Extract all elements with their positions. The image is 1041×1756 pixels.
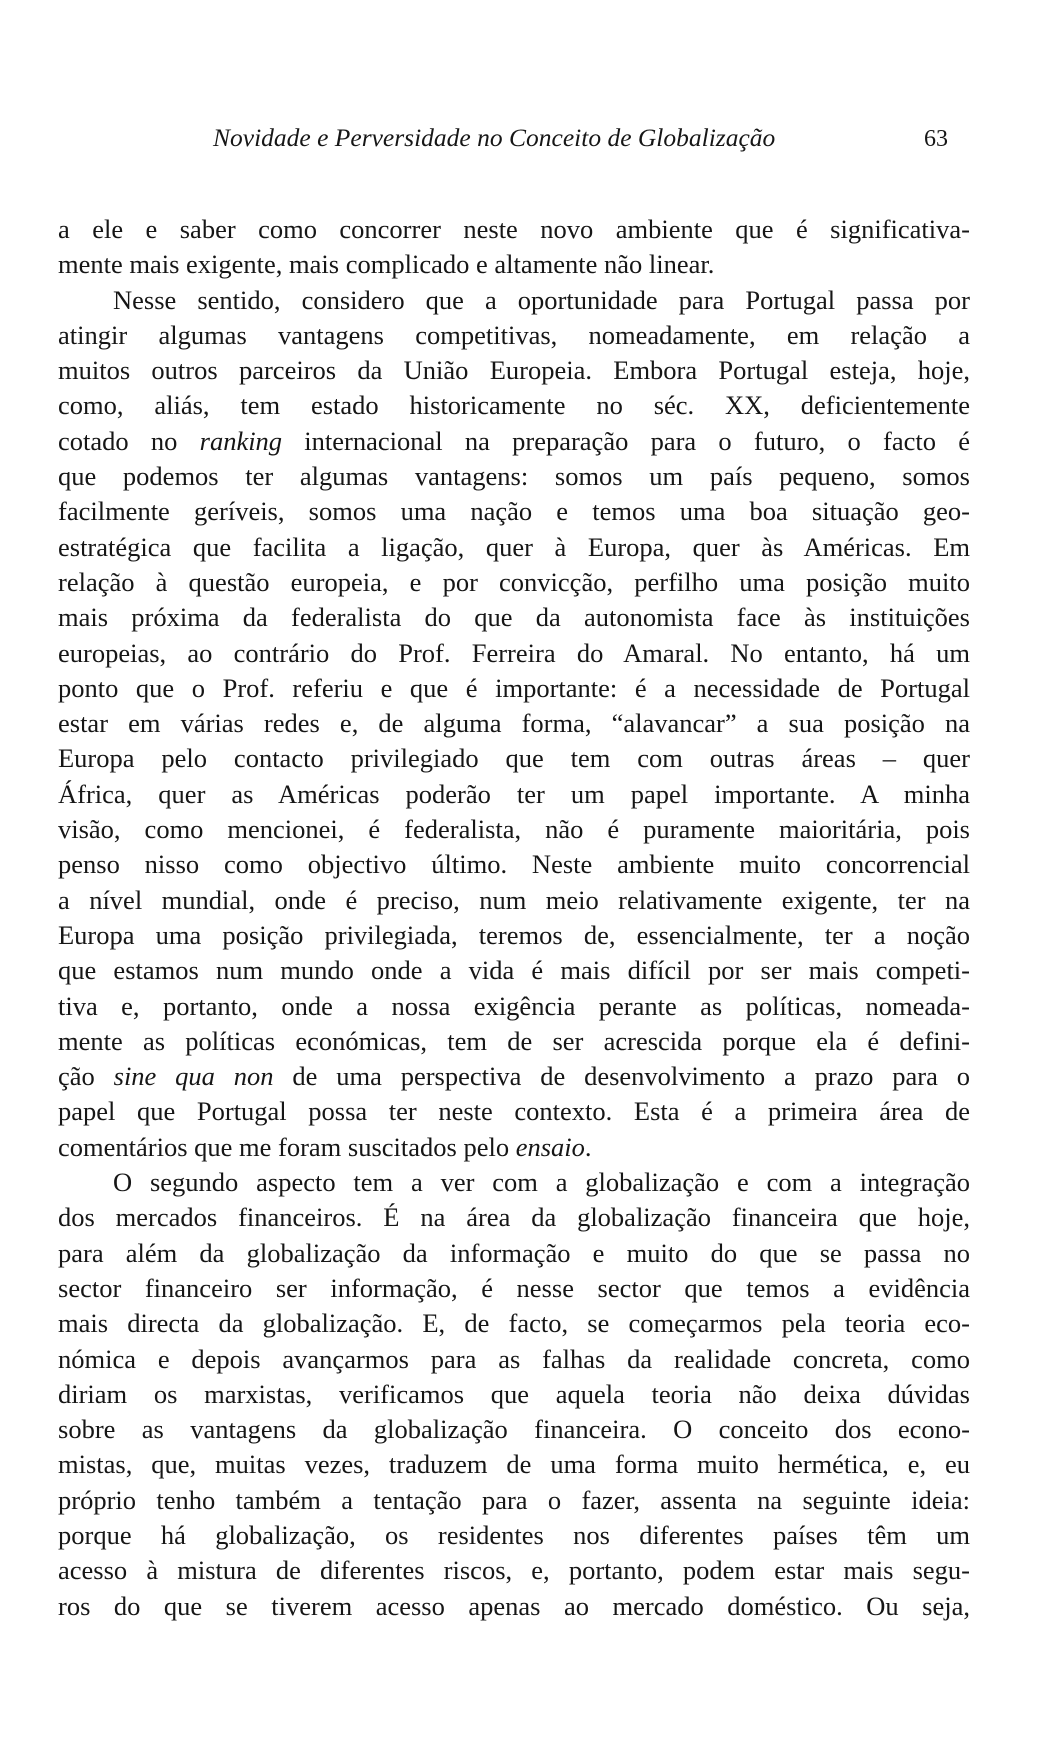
text-line bbox=[58, 847, 970, 882]
text-line bbox=[58, 812, 970, 847]
text-segment: acesso à mistura de diferentes riscos, e, portanto, podem estar mais segu- bbox=[58, 1555, 970, 1586]
text-segment: tiva e, portanto, onde a nossa exigência perante as políticas, nomeada- bbox=[58, 990, 970, 1021]
text-line bbox=[58, 1236, 970, 1271]
text-segment: nómica e depois avançarmos para as falhas da realidade concreta, como bbox=[58, 1343, 970, 1374]
text-segment: como, aliás, tem estado historicamente no séc. XX, deficientemente bbox=[58, 390, 970, 421]
text-line bbox=[58, 212, 970, 247]
text-segment: dos mercados financeiros. É na área da globalização financeira que hoje, bbox=[58, 1202, 970, 1233]
text-line bbox=[58, 706, 970, 741]
text-line bbox=[58, 883, 970, 918]
text-line bbox=[58, 1094, 970, 1129]
text-segment: cotado no bbox=[58, 425, 200, 456]
text-segment: papel que Portugal possa ter neste contexto. Esta é a primeira área de bbox=[58, 1096, 970, 1127]
text-segment: sobre as vantagens da globalização financeira. O conceito dos econo- bbox=[58, 1414, 970, 1445]
text-line bbox=[58, 388, 970, 423]
text-segment: comentários que me foram suscitados pelo bbox=[58, 1131, 516, 1162]
text-segment: mais directa da globalização. E, de facto, se começarmos pela teoria eco- bbox=[58, 1308, 970, 1339]
text-line bbox=[58, 1447, 970, 1482]
text-segment: ros do que se tiverem acesso apenas ao mercado doméstico. Ou seja, bbox=[58, 1590, 970, 1621]
text-segment: facilmente geríveis, somos uma nação e temos uma boa situação geo- bbox=[58, 496, 970, 527]
text-line bbox=[58, 1059, 970, 1094]
text-line bbox=[58, 1130, 970, 1165]
text-segment: estar em várias redes e, de alguma forma, “alavancar” a sua posição na bbox=[58, 708, 970, 739]
text-segment: europeias, ao contrário do Prof. Ferreira do Amaral. No entanto, há um bbox=[58, 637, 970, 668]
running-title: Novidade e Perversidade no Conceito de Globalização bbox=[213, 123, 776, 152]
text-line bbox=[58, 1271, 970, 1306]
running-head bbox=[0, 118, 1041, 158]
text-line bbox=[58, 1024, 970, 1059]
text-segment: internacional na preparação para o futuro, o facto é bbox=[282, 425, 970, 456]
text-line bbox=[58, 1553, 970, 1588]
text-segment: O segundo aspecto tem a ver com a globalização e com a integração bbox=[113, 1167, 970, 1198]
text-segment: estratégica que facilita a ligação, quer à Europa, quer às Américas. Em bbox=[58, 531, 970, 562]
text-line bbox=[58, 989, 970, 1024]
text-segment: a nível mundial, onde é preciso, num meio relativamente exigente, ter na bbox=[58, 884, 970, 915]
text-segment: sector financeiro ser informação, é nesse sector que temos a evidência bbox=[58, 1272, 970, 1303]
text-line bbox=[58, 318, 970, 353]
text-segment: mente as políticas económicas, tem de ser acrescida porque ela é defini- bbox=[58, 1025, 970, 1056]
text-line bbox=[58, 1377, 970, 1412]
text-line bbox=[58, 283, 970, 318]
text-segment: próprio tenho também a tentação para o fazer, assenta na seguinte ideia: bbox=[58, 1484, 970, 1515]
italic-text: ensaio bbox=[515, 1131, 585, 1162]
text-line bbox=[58, 1306, 970, 1341]
text-line bbox=[58, 1165, 970, 1200]
text-segment: mistas, que, muitas vezes, traduzem de uma forma muito hermética, e, eu bbox=[58, 1449, 970, 1480]
text-segment: muitos outros parceiros da União Europeia. Embora Portugal esteja, hoje, bbox=[58, 355, 970, 386]
text-line bbox=[58, 671, 970, 706]
text-line bbox=[58, 565, 970, 600]
text-line bbox=[58, 424, 970, 459]
text-line bbox=[58, 918, 970, 953]
text-line bbox=[58, 600, 970, 635]
text-line bbox=[58, 1200, 970, 1235]
text-segment: Nesse sentido, considero que a oportunidade para Portugal passa por bbox=[113, 284, 970, 315]
text-line bbox=[58, 247, 970, 282]
text-segment: para além da globalização da informação e muito do que se passa no bbox=[58, 1237, 970, 1268]
text-segment: mais próxima da federalista do que da autonomista face às instituições bbox=[58, 602, 970, 633]
text-line bbox=[58, 636, 970, 671]
text-line bbox=[58, 741, 970, 776]
text-segment: relação à questão europeia, e por convicção, perfilho uma posição muito bbox=[58, 566, 970, 597]
text-segment: diriam os marxistas, verificamos que aquela teoria não deixa dúvidas bbox=[58, 1378, 970, 1409]
text-segment: ponto que o Prof. referiu e que é importante: é a necessidade de Portugal bbox=[58, 672, 970, 703]
text-segment: a ele e saber como concorrer neste novo ambiente que é significativa- bbox=[58, 214, 970, 244]
text-line bbox=[58, 494, 970, 529]
page-number: 63 bbox=[924, 126, 948, 152]
text-line bbox=[58, 953, 970, 988]
text-segment: que estamos num mundo onde a vida é mais difícil por ser mais competi- bbox=[58, 955, 970, 986]
text-segment: África, quer as Américas poderão ter um papel importante. A minha bbox=[58, 778, 970, 809]
body-text bbox=[58, 212, 970, 1624]
text-line bbox=[58, 1412, 970, 1447]
text-line bbox=[58, 353, 970, 388]
text-segment: Europa uma posição privilegiada, teremos de, essencialmente, ter a noção bbox=[58, 919, 970, 950]
text-segment: que podemos ter algumas vantagens: somos um país pequeno, somos bbox=[58, 461, 970, 492]
text-segment: de uma perspectiva de desenvolvimento a prazo para o bbox=[273, 1061, 970, 1092]
italic-text: ranking bbox=[199, 425, 283, 456]
text-line bbox=[58, 777, 970, 812]
text-segment: penso nisso como objectivo último. Neste ambiente muito concorrencial bbox=[58, 849, 970, 880]
text-line bbox=[58, 1589, 970, 1624]
text-segment: mente mais exigente, mais complicado e altamente não linear. bbox=[58, 249, 715, 280]
text-line bbox=[58, 459, 970, 494]
text-segment: visão, como mencionei, é federalista, não é puramente maioritária, pois bbox=[58, 814, 970, 845]
italic-text: sine qua non bbox=[113, 1061, 274, 1092]
text-segment: Europa pelo contacto privilegiado que tem com outras áreas – quer bbox=[58, 743, 970, 774]
text-line bbox=[58, 1342, 970, 1377]
text-line bbox=[58, 1518, 970, 1553]
text-segment: ção bbox=[58, 1061, 114, 1092]
text-segment: atingir algumas vantagens competitivas, nomeadamente, em relação a bbox=[58, 319, 970, 350]
text-segment: porque há globalização, os residentes nos diferentes países têm um bbox=[58, 1519, 970, 1550]
text-line bbox=[58, 530, 970, 565]
text-line bbox=[58, 1483, 970, 1518]
text-segment: . bbox=[584, 1131, 592, 1162]
